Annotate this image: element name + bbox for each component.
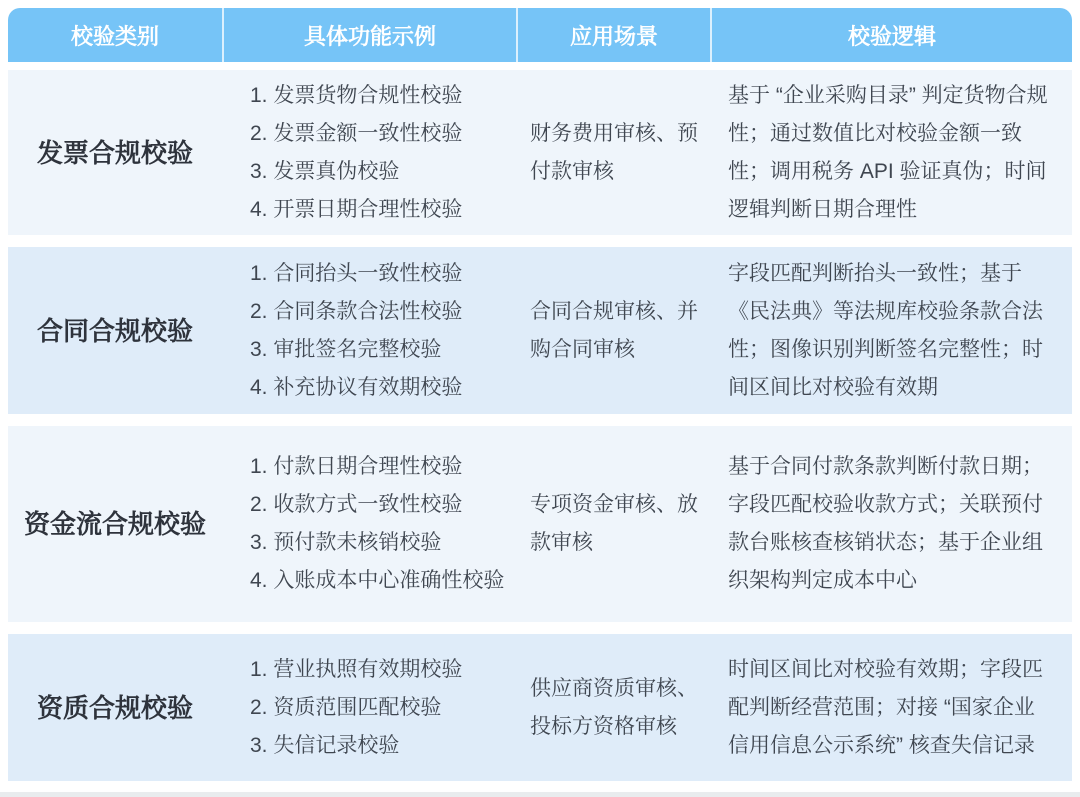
function-item: 2. 资质范围匹配校验 bbox=[250, 695, 442, 719]
function-item: 3. 审批签名完整校验 bbox=[250, 337, 442, 361]
row-function-list bbox=[222, 647, 516, 769]
row-function-list bbox=[222, 444, 516, 604]
row-logic: 基于合同付款条款判断付款日期；字段匹配校验收款方式；关联预付款台账核查核销状态；基于企业组织架构判定成本中心 bbox=[728, 455, 1043, 592]
row-function-list bbox=[222, 251, 516, 411]
row-scenarios: 供应商资质审核、投标方资格审核 bbox=[530, 676, 698, 738]
header-cell-logic: 校验逻辑 bbox=[710, 8, 1072, 62]
header-cell-category: 校验类别 bbox=[70, 23, 159, 49]
table-row-qualification bbox=[8, 634, 1072, 781]
row-scenarios: 财务费用审核、预付款审核 bbox=[530, 121, 698, 183]
cutoff-bottom-element bbox=[0, 792, 1080, 797]
function-item: 2. 发票金额一致性校验 bbox=[250, 121, 463, 145]
table-row-contract bbox=[8, 247, 1072, 414]
row-logic: 基于 “企业采购目录” 判定货物合规性；通过数值比对校验金额一致性；调用税务 API 验证真伪；时间逻辑判断日期合理性 bbox=[728, 83, 1048, 221]
row-category: 合同合规校验 bbox=[36, 315, 193, 346]
function-item: 3. 预付款未核销校验 bbox=[250, 531, 442, 554]
function-item: 4. 入账成本中心准确性校验 bbox=[250, 569, 505, 592]
function-item: 3. 失信记录校验 bbox=[250, 733, 400, 757]
row-category: 资质合规校验 bbox=[36, 692, 193, 723]
function-item: 1. 合同抬头一致性校验 bbox=[250, 261, 463, 285]
header-cell-functions: 具体功能示例 bbox=[222, 8, 516, 62]
compliance-validation-table bbox=[8, 8, 1072, 781]
row-logic: 字段匹配判断抬头一致性；基于《民法典》等法规库校验条款合法性；图像识别判断签名完整性；时间区间比对校验有效期 bbox=[728, 261, 1043, 399]
row-category: 资金流合规校验 bbox=[23, 509, 206, 539]
row-scenarios: 专项资金审核、放款审核 bbox=[530, 493, 698, 554]
table-row-capital-flow bbox=[8, 426, 1072, 622]
row-logic: 时间区间比对校验有效期；字段匹配判断经营范围；对接 “国家企业信用信息公示系统” 核查失信记录 bbox=[728, 657, 1043, 757]
function-item: 2. 收款方式一致性校验 bbox=[250, 493, 463, 516]
row-scenarios: 合同合规审核、并购合同审核 bbox=[530, 299, 698, 361]
row-function-list bbox=[222, 73, 516, 233]
function-item: 4. 补充协议有效期校验 bbox=[250, 375, 463, 399]
function-item: 2. 合同条款合法性校验 bbox=[250, 299, 463, 323]
table-header-row bbox=[8, 8, 1072, 62]
function-item: 1. 发票货物合规性校验 bbox=[250, 83, 463, 107]
function-item: 3. 发票真伪校验 bbox=[250, 159, 400, 183]
header-cell-scenarios: 应用场景 bbox=[516, 8, 710, 62]
function-item: 4. 开票日期合理性校验 bbox=[250, 197, 463, 221]
table-row-invoice bbox=[8, 70, 1072, 235]
function-item: 1. 营业执照有效期校验 bbox=[250, 657, 463, 681]
row-category: 发票合规校验 bbox=[36, 137, 193, 168]
function-item: 1. 付款日期合理性校验 bbox=[250, 455, 463, 478]
